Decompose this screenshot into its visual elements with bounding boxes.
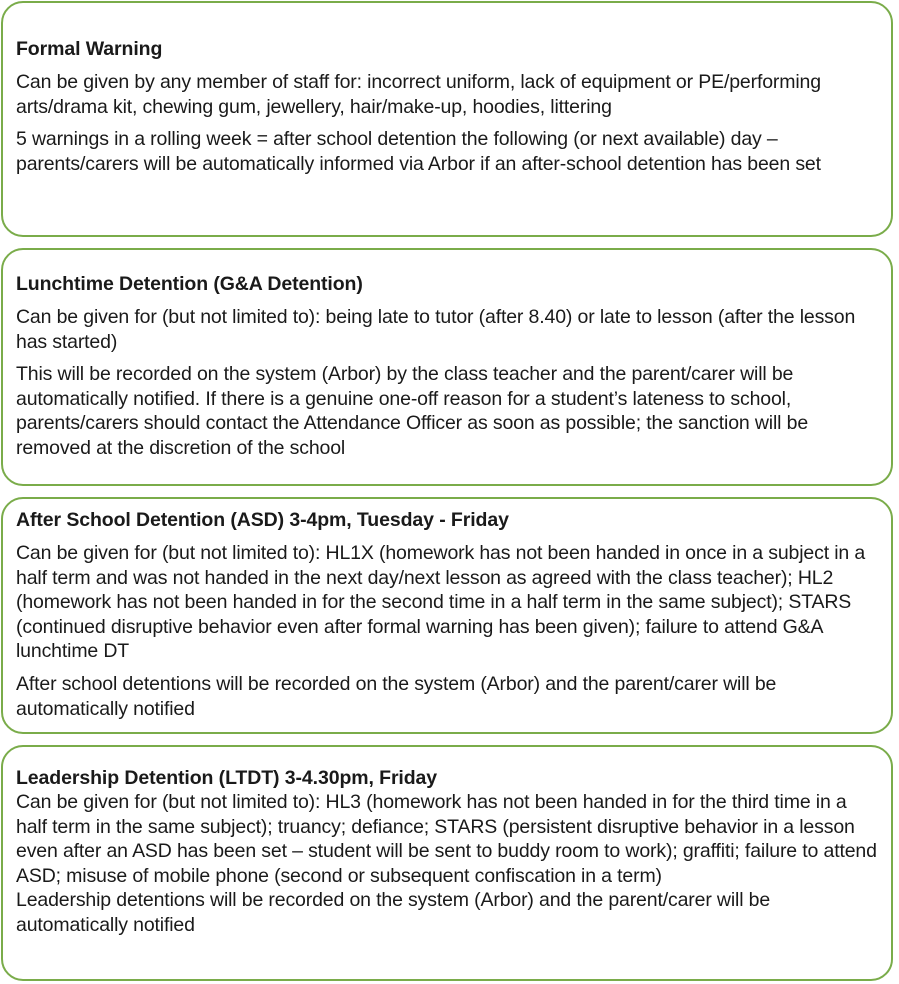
formal-warning-title: Formal Warning bbox=[16, 38, 163, 60]
formal-warning-panel bbox=[1, 1, 893, 237]
leadership-detention-recording: Leadership detentions will be recorded on the system (Arbor) and the parent/carer will be automatically notified bbox=[16, 889, 771, 936]
after-school-detention-panel bbox=[1, 497, 893, 734]
after-school-detention-reasons: Can be given for (but not limited to): HL1X (homework has not been handed in once in a subject in a half term and was not handed in the next day/next lesson as agreed with the class teacher); HL2 (homework has not been handed in for the second time in a half term in the same subject); STARS (continued disruptive behavior even after formal warning has been given); failure to attend G&A lunchtime DT bbox=[16, 542, 866, 663]
leadership-detention-title: Leadership Detention (LTDT) 3-4.30pm, Friday bbox=[16, 767, 438, 789]
leadership-detention-panel bbox=[1, 745, 893, 981]
lunchtime-detention-title: Lunchtime Detention (G&A Detention) bbox=[16, 273, 363, 295]
leadership-detention-reasons: Can be given for (but not limited to): HL3 (homework has not been handed in for the third time in a half term in the same subject); truancy; defiance; STARS (persistent disruptive behavior in a lesson even after an ASD has been set – student will be sent to buddy room to work); graffiti; failure to attend ASD; misuse of mobile phone (second or subsequent confiscation in a term) bbox=[16, 791, 877, 887]
after-school-detention-recording: After school detentions will be recorded on the system (Arbor) and the parent/carer will be automatically notified bbox=[16, 672, 777, 720]
lunchtime-detention-panel bbox=[1, 248, 893, 486]
lunchtime-detention-reasons: Can be given for (but not limited to): being late to tutor (after 8.40) or late to lesson (after the lesson has started) bbox=[16, 306, 856, 353]
formal-warning-consequence: 5 warnings in a rolling week = after school detention the following (or next available) day – parents/carers will be automatically informed via Arbor if an after-school detention has been set bbox=[16, 128, 821, 175]
formal-warning-reasons: Can be given by any member of staff for: incorrect uniform, lack of equipment or PE/performing arts/drama kit, chewing gum, jewellery, hair/make-up, hoodies, littering bbox=[16, 71, 821, 118]
after-school-detention-title: After School Detention (ASD) 3-4pm, Tuesday - Friday bbox=[16, 509, 509, 531]
lunchtime-detention-recording: This will be recorded on the system (Arbor) by the class teacher and the parent/carer will be automatically notified. If there is a genuine one-off reason for a student’s lateness to school, parents/carers should contact the Attendance Officer as soon as possible; the sanction will be removed at the discretion of the school bbox=[16, 363, 809, 459]
